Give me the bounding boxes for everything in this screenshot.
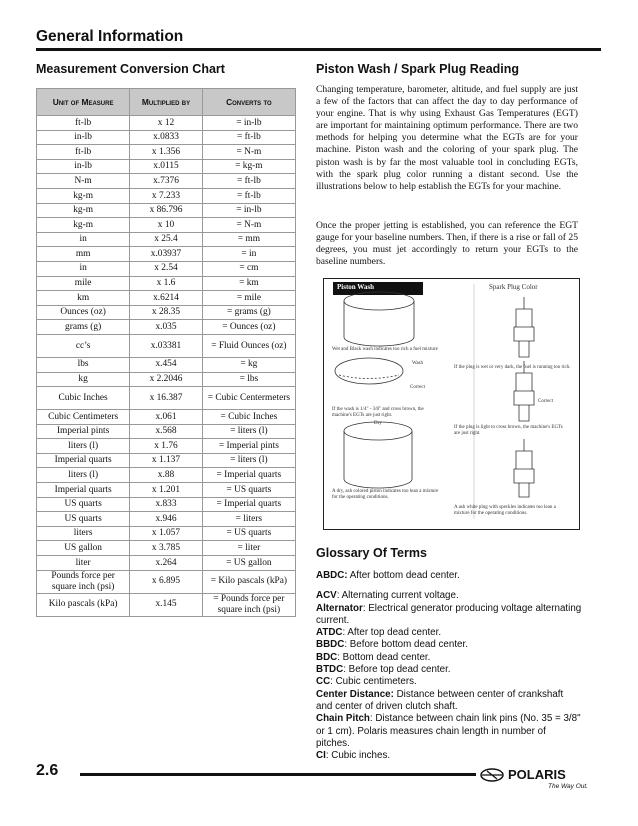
conversion-row bbox=[37, 232, 296, 247]
row-result-cell: = lbs bbox=[202, 372, 295, 387]
row-unit-cell: ft-lb bbox=[37, 145, 130, 160]
row-multiplier-cell: x.035 bbox=[130, 320, 203, 335]
row-multiplier-cell: x.03381 bbox=[130, 334, 203, 357]
glossary-item bbox=[316, 713, 582, 750]
row-unit-cell: kg-m bbox=[37, 218, 130, 233]
row-unit-cell: ft-lb bbox=[37, 116, 130, 131]
glossary-term: BBDC bbox=[316, 639, 345, 651]
row-unit-cell: liter bbox=[37, 556, 130, 571]
row-multiplier-cell: x.03937 bbox=[130, 247, 203, 262]
polaris-logo-icon bbox=[478, 764, 603, 790]
glossary-term: BDC bbox=[316, 651, 338, 663]
row-unit-cell: kg bbox=[37, 372, 130, 387]
row-multiplier-cell: x 1.76 bbox=[130, 439, 203, 454]
row-multiplier-cell: x.0115 bbox=[130, 159, 203, 174]
conversion-row bbox=[37, 334, 296, 357]
conversion-table-body bbox=[37, 116, 296, 617]
row-unit-cell: Kilo pascals (kPa) bbox=[37, 593, 130, 616]
row-unit-cell: Pounds force per square inch (psi) bbox=[37, 570, 130, 593]
row-unit-cell: in bbox=[37, 261, 130, 276]
row-result-cell: = cm bbox=[202, 261, 295, 276]
glossary-list bbox=[316, 570, 582, 762]
glossary-term: Chain Pitch bbox=[316, 713, 370, 725]
row-unit-cell: mm bbox=[37, 247, 130, 262]
figure-plug-lean-caption: A ash white plug with speckles indicates too lean a mixture for the operating conditions. bbox=[454, 505, 556, 516]
piston-wash-paragraph: Changing temperature, barometer, altitude, and fuel supply are just a few of the factors that can affect the day to day performance of your engine. That is why using Exhaust Gas Temperatures (EGT) are important for maintaining optimum performance. There are two methods for helping you determine what the EGTs are for your machine. Piston wash and the coloring of your spark plug. The piston wash is by far the most valuable tool in concluding EGTs, with the spark plug color running a distant second. Use the illustrations below to help establish the EGTs for your machine. bbox=[316, 84, 578, 192]
row-unit-cell: in bbox=[37, 232, 130, 247]
glossary-item bbox=[316, 689, 582, 714]
conversion-row bbox=[37, 556, 296, 571]
row-multiplier-cell: x 6.895 bbox=[130, 570, 203, 593]
conversion-row bbox=[37, 145, 296, 160]
conversion-row bbox=[37, 424, 296, 439]
logo-tagline-text: The Way Out. bbox=[548, 783, 588, 790]
row-multiplier-cell: x.6214 bbox=[130, 291, 203, 306]
row-unit-cell: kg-m bbox=[37, 188, 130, 203]
row-result-cell: = Cubic Inches bbox=[202, 410, 295, 425]
conversion-chart-title: Measurement Conversion Chart bbox=[36, 62, 225, 76]
glossary-title: Glossary Of Terms bbox=[316, 546, 427, 560]
conversion-row bbox=[37, 291, 296, 306]
figure-right-heading: Spark Plug Color bbox=[489, 283, 538, 291]
polaris-logo bbox=[478, 764, 603, 790]
glossary-definition: Distance between center of crankshaft and center of driven clutch shaft. bbox=[316, 688, 564, 712]
row-result-cell: = ft-lb bbox=[202, 174, 295, 189]
row-result-cell: = US quarts bbox=[202, 526, 295, 541]
row-multiplier-cell: x 1.356 bbox=[130, 145, 203, 160]
row-result-cell: = N-m bbox=[202, 145, 295, 160]
row-result-cell: = Ounces (oz) bbox=[202, 320, 295, 335]
glossary-term: ABDC: bbox=[316, 570, 348, 581]
glossary-item bbox=[316, 664, 582, 676]
row-multiplier-cell: x 16.387 bbox=[130, 387, 203, 410]
conversion-row bbox=[37, 541, 296, 556]
row-multiplier-cell: x.145 bbox=[130, 593, 203, 616]
row-unit-cell: liters (l) bbox=[37, 439, 130, 454]
glossary-item bbox=[316, 652, 582, 664]
row-result-cell: = mile bbox=[202, 291, 295, 306]
conversion-row bbox=[37, 247, 296, 262]
glossary-definition: : Distance between chain link pins (No. 35 = 3/8" or 1 cm). Polaris measures chain length in number of pitches. bbox=[316, 713, 581, 749]
conversion-row bbox=[37, 276, 296, 291]
spark-plug-drawings bbox=[514, 297, 534, 497]
row-unit-cell: km bbox=[37, 291, 130, 306]
row-unit-cell: Imperial quarts bbox=[37, 483, 130, 498]
glossary-definition: : Electrical generator producing voltage alternating current. bbox=[316, 602, 582, 626]
row-result-cell: = mm bbox=[202, 232, 295, 247]
row-result-cell: = Kilo pascals (kPa) bbox=[202, 570, 295, 593]
figure-plug-rich-caption: If the plug is wet or very dark, the fuel is running too rich. bbox=[454, 365, 571, 370]
row-multiplier-cell: x 86.796 bbox=[130, 203, 203, 218]
row-unit-cell: Ounces (oz) bbox=[37, 305, 130, 320]
row-result-cell: = ft-lb bbox=[202, 188, 295, 203]
conversion-row bbox=[37, 410, 296, 425]
row-unit-cell: Imperial quarts bbox=[37, 453, 130, 468]
conversion-row bbox=[37, 116, 296, 131]
row-unit-cell: Cubic Centimeters bbox=[37, 410, 130, 425]
glossary-definition: : Before top dead center. bbox=[343, 664, 451, 676]
conversion-row bbox=[37, 188, 296, 203]
jetting-paragraph: Once the proper jetting is established, you can reference the EGT gauge for your baseline numbers. Then, if there is a rise or fall of 25 degrees, you must jet accordingly to return your EGTs to the baseline numbers. bbox=[316, 220, 578, 268]
row-unit-cell: liters (l) bbox=[37, 468, 130, 483]
conversion-row bbox=[37, 570, 296, 593]
row-result-cell: = Imperial quarts bbox=[202, 497, 295, 512]
glossary-term: CI bbox=[316, 750, 326, 762]
row-multiplier-cell: x.88 bbox=[130, 468, 203, 483]
glossary-definition: : After top dead center. bbox=[342, 627, 442, 639]
conversion-row bbox=[37, 305, 296, 320]
conversion-row bbox=[37, 593, 296, 616]
glossary-term: Alternator bbox=[316, 602, 363, 614]
row-unit-cell: in-lb bbox=[37, 159, 130, 174]
row-result-cell: = grams (g) bbox=[202, 305, 295, 320]
glossary-item bbox=[316, 627, 582, 639]
logo-brand-text: POLARIS bbox=[508, 767, 566, 782]
figure-dry-label: Dry bbox=[374, 421, 382, 426]
conversion-row bbox=[37, 159, 296, 174]
piston-spark-figure bbox=[323, 278, 580, 530]
row-unit-cell: grams (g) bbox=[37, 320, 130, 335]
row-unit-cell: in-lb bbox=[37, 130, 130, 145]
header-rule bbox=[36, 48, 601, 51]
conversion-row bbox=[37, 483, 296, 498]
row-multiplier-cell: x 1.057 bbox=[130, 526, 203, 541]
row-multiplier-cell: x 1.201 bbox=[130, 483, 203, 498]
row-multiplier-cell: x.454 bbox=[130, 357, 203, 372]
row-unit-cell: cc’s bbox=[37, 334, 130, 357]
conversion-row bbox=[37, 261, 296, 276]
page-number: 2.6 bbox=[36, 762, 59, 779]
row-result-cell: = ft-lb bbox=[202, 130, 295, 145]
row-unit-cell: N-m bbox=[37, 174, 130, 189]
figure-wet-caption: Wet and Black wash indicates too rich a fuel mixture bbox=[332, 347, 438, 352]
row-result-cell: = liter bbox=[202, 541, 295, 556]
glossary-item bbox=[316, 603, 582, 628]
row-multiplier-cell: x 28.35 bbox=[130, 305, 203, 320]
piston-wet-drawing bbox=[344, 292, 414, 346]
conversion-row bbox=[37, 357, 296, 372]
row-multiplier-cell: x 7.233 bbox=[130, 188, 203, 203]
conversion-row bbox=[37, 203, 296, 218]
glossary-definition: : Cubic centimeters. bbox=[330, 676, 417, 688]
footer-rule bbox=[80, 773, 476, 776]
row-unit-cell: US gallon bbox=[37, 541, 130, 556]
row-multiplier-cell: x.264 bbox=[130, 556, 203, 571]
conversion-row bbox=[37, 372, 296, 387]
glossary-definition: : Cubic inches. bbox=[325, 750, 391, 762]
conversion-row bbox=[37, 526, 296, 541]
row-multiplier-cell: x 2.54 bbox=[130, 261, 203, 276]
glossary-definition: : Before bottom dead center. bbox=[344, 639, 468, 651]
piston-wash-title: Piston Wash / Spark Plug Reading bbox=[316, 62, 520, 76]
column-header-unit: Unit of Measure bbox=[37, 89, 130, 116]
row-multiplier-cell: x.7376 bbox=[130, 174, 203, 189]
row-multiplier-cell: x 2.2046 bbox=[130, 372, 203, 387]
row-unit-cell: Imperial pints bbox=[37, 424, 130, 439]
row-multiplier-cell: x 25.4 bbox=[130, 232, 203, 247]
figure-correct-label-right: Correct bbox=[538, 399, 553, 404]
row-unit-cell: liters bbox=[37, 526, 130, 541]
conversion-row bbox=[37, 174, 296, 189]
glossary-term: BTDC bbox=[316, 664, 344, 676]
glossary-term: CC bbox=[316, 676, 331, 688]
row-result-cell: = Imperial pints bbox=[202, 439, 295, 454]
glossary-term: ATDC bbox=[316, 627, 343, 639]
conversion-row bbox=[37, 218, 296, 233]
row-unit-cell: US quarts bbox=[37, 512, 130, 527]
glossary-definition: After bottom dead center. bbox=[347, 570, 460, 581]
glossary-item bbox=[316, 570, 582, 582]
glossary-term: Center Distance: bbox=[316, 688, 394, 700]
row-result-cell: = in-lb bbox=[202, 116, 295, 131]
piston-correct-drawing bbox=[335, 358, 403, 384]
row-unit-cell: kg-m bbox=[37, 203, 130, 218]
page-header-title: General Information bbox=[36, 28, 184, 45]
row-result-cell: = in-lb bbox=[202, 203, 295, 218]
conversion-table-header bbox=[37, 89, 296, 116]
row-result-cell: = US gallon bbox=[202, 556, 295, 571]
conversion-row bbox=[37, 512, 296, 527]
row-multiplier-cell: x 12 bbox=[130, 116, 203, 131]
conversion-row bbox=[37, 468, 296, 483]
row-result-cell: = Pounds force per square inch (psi) bbox=[202, 593, 295, 616]
row-result-cell: = Cubic Centermeters bbox=[202, 387, 295, 410]
row-multiplier-cell: x.833 bbox=[130, 497, 203, 512]
figure-left-heading: Piston Wash bbox=[337, 283, 375, 291]
figure-wash-label: Wash bbox=[412, 361, 423, 366]
figure-correct-label-left: Correct bbox=[410, 385, 425, 390]
row-result-cell: = N-m bbox=[202, 218, 295, 233]
figure-dry-caption: A dry, ash colored piston indicates too lean a mixture for the operating conditions. bbox=[332, 489, 439, 500]
glossary-item bbox=[316, 750, 582, 762]
row-result-cell: = kg bbox=[202, 357, 295, 372]
row-result-cell: = liters (l) bbox=[202, 424, 295, 439]
row-multiplier-cell: x 1.137 bbox=[130, 453, 203, 468]
row-result-cell: = kg-m bbox=[202, 159, 295, 174]
row-unit-cell: mile bbox=[37, 276, 130, 291]
row-result-cell: = km bbox=[202, 276, 295, 291]
figure-plug-correct-caption: If the plug is light to cross brown, the machine's EGTs are just right. bbox=[454, 425, 563, 436]
column-header-converts: Converts to bbox=[202, 89, 295, 116]
row-result-cell: = Imperial quarts bbox=[202, 468, 295, 483]
glossary-definition: : Bottom dead center. bbox=[337, 651, 431, 663]
conversion-row bbox=[37, 439, 296, 454]
column-header-multiplied: Multiplied by bbox=[130, 89, 203, 116]
row-multiplier-cell: x 10 bbox=[130, 218, 203, 233]
glossary-term: ACV bbox=[316, 590, 337, 602]
row-multiplier-cell: x 1.6 bbox=[130, 276, 203, 291]
conversion-row bbox=[37, 497, 296, 512]
row-result-cell: = liters bbox=[202, 512, 295, 527]
row-unit-cell: Cubic Inches bbox=[37, 387, 130, 410]
conversion-row bbox=[37, 453, 296, 468]
row-unit-cell: lbs bbox=[37, 357, 130, 372]
row-multiplier-cell: x.061 bbox=[130, 410, 203, 425]
row-multiplier-cell: x 3.785 bbox=[130, 541, 203, 556]
glossary-item bbox=[316, 676, 582, 688]
row-result-cell: = US quarts bbox=[202, 483, 295, 498]
conversion-row bbox=[37, 130, 296, 145]
glossary-definition: : Alternating current voltage. bbox=[336, 590, 459, 602]
conversion-row bbox=[37, 320, 296, 335]
row-unit-cell: US quarts bbox=[37, 497, 130, 512]
glossary-item bbox=[316, 639, 582, 651]
conversion-row bbox=[37, 387, 296, 410]
row-result-cell: = liters (l) bbox=[202, 453, 295, 468]
row-result-cell: = in bbox=[202, 247, 295, 262]
conversion-table bbox=[36, 88, 296, 617]
row-multiplier-cell: x.946 bbox=[130, 512, 203, 527]
figure-correct-caption-left: If the wash is 1/4" - 3/8" and cross brown, the machine's EGTs are just right. bbox=[332, 407, 424, 418]
row-multiplier-cell: x.568 bbox=[130, 424, 203, 439]
row-multiplier-cell: x.0833 bbox=[130, 130, 203, 145]
row-result-cell: = Fluid Ounces (oz) bbox=[202, 334, 295, 357]
glossary-item bbox=[316, 590, 582, 602]
piston-dry-drawing bbox=[344, 422, 412, 488]
